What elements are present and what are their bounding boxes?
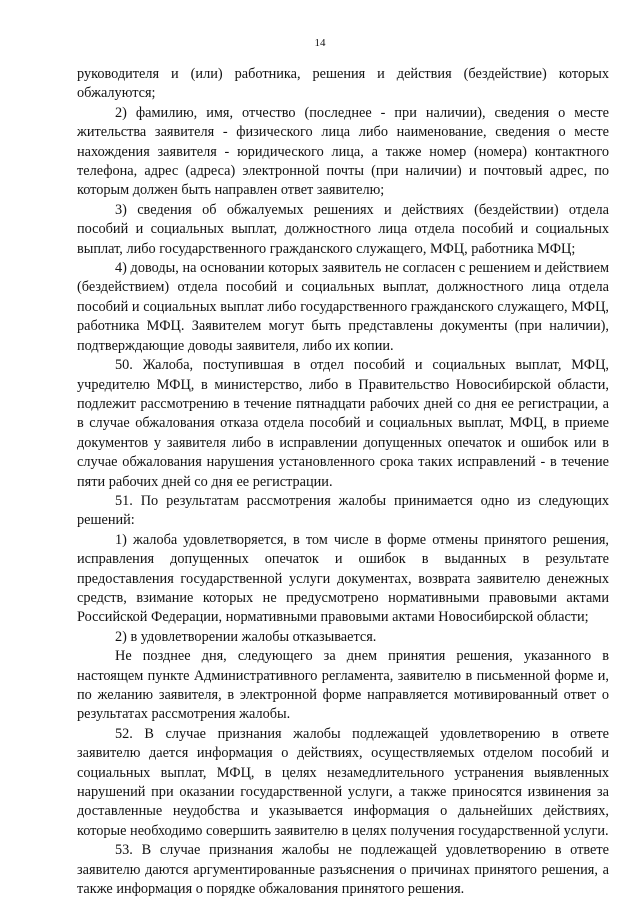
paragraph-item-4: 4) доводы, на основании которых заявитель не согласен с решением и действием (бездействием) отдела пособий и социальных выплат, должностного лица отдела пособий и социальных выплат либо государственного гражданского служащего, МФЦ, работника МФЦ. Заявителем могут быть представлены документы (при наличии), подтверждающие доводы заявителя, либо их копии. <box>77 260 609 354</box>
paragraph-52: 52. В случае признания жалобы подлежащей удовлетворению в ответе заявителю дается информация о действиях, осуществляемых отделом пособий и социальных выплат, МФЦ, в целях незамедлительного устранения выявленных нарушений при оказании государственной услуги, а также приносятся извинения за доставленные неудобства и указывается информация о дальнейших действиях, которые необходимо совершить заявителю в целях получения государственной услуги. <box>77 725 609 839</box>
paragraph-50: 50. Жалоба, поступившая в отдел пособий и социальных выплат, МФЦ, учредителю МФЦ, в министерство, либо в Правительство Новосибирской области, подлежит рассмотрению в течение пятнадцати рабочих дней со дня ее регистрации, а в случае обжалования отказа отдела пособий и социальных выплат, МФЦ, в приеме документов у заявителя либо в исправлении допущенных опечаток и ошибок или в случае обжалования нарушения установленного срока таких исправлений - в течение пяти рабочих дней со дня ее регистрации. <box>77 357 609 490</box>
paragraph-53: 53. В случае признания жалобы не подлежащей удовлетворению в ответе заявителю даются аргументированные разъяснения о причинах принятого решения, а также информация о порядке обжалования принятого решения. <box>77 842 609 898</box>
paragraph-item-2: 2) фамилию, имя, отчество (последнее - при наличии), сведения о месте жительства заявителя - физического лица либо наименование, сведения о месте нахождения заявителя - юридического лица, а также номер (номера) контактного телефона, адрес (адреса) электронной почты (при наличии) и почтовый адрес, по которым должен быть направлен ответ заявителю; <box>77 104 609 199</box>
paragraph-51-response: Не позднее дня, следующего за днем принятия решения, указанного в настоящем пункте Административного регламента, заявителю в письменной форме и, по желанию заявителя, в электронной форме направляется мотивированный ответ о результатах рассмотрения жалобы. <box>77 648 609 723</box>
page-number: 14 <box>314 37 326 49</box>
paragraph-51-item-2: 2) в удовлетворении жалобы отказывается. <box>115 628 377 645</box>
document-body <box>77 65 609 899</box>
paragraph-continuation: руководителя и (или) работника, решения и действия (бездействие) которых обжалуются; <box>77 66 609 102</box>
paragraph-51: 51. По результатам рассмотрения жалобы принимается одно из следующих решений: <box>77 492 609 529</box>
paragraph-item-3: 3) сведения об обжалуемых решениях и действиях (бездействии) отдела пособий и социальных выплат, должностного лица отдела пособий и социальных выплат, либо государственного гражданского служащего, МФЦ, работника МФЦ; <box>77 201 609 257</box>
paragraph-51-item-1: 1) жалоба удовлетворяется, в том числе в форме отмены принятого решения, исправления допущенных опечаток и ошибок в выданных в результате предоставления государственной услуги документах, возврата заявителю денежных средств, взимание которых не предусмотрено нормативными правовыми актами Российской Федерации, нормативными правовыми актами Новосибирской области; <box>77 531 609 626</box>
